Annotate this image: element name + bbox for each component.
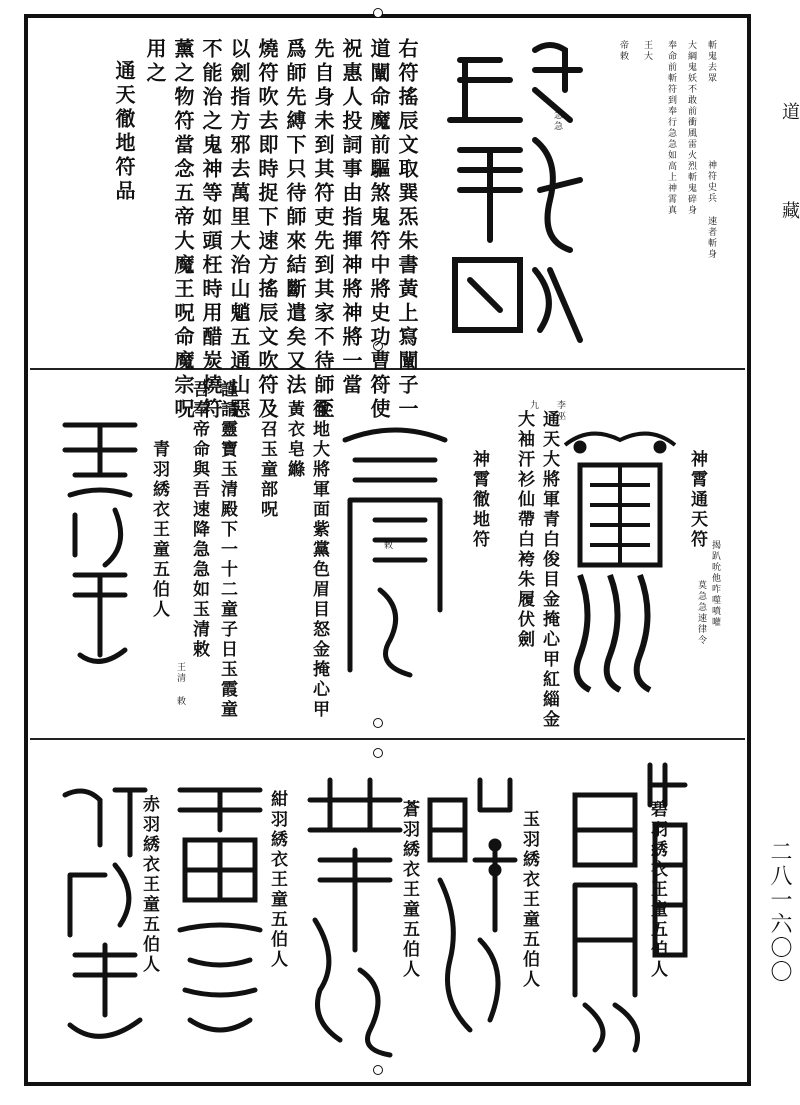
text-column: 通天大將軍青白俊目金掩心甲紅緇金: [539, 410, 559, 730]
text-column: 徹地大將軍面紫黨色眉目怒金掩心甲: [309, 400, 329, 720]
seal-char: 敕: [382, 540, 392, 551]
text-column: 青羽綉衣王童五伯人: [149, 440, 169, 620]
talisman-seal-1: [440, 40, 590, 360]
talisman-note: 莫急急速律令: [696, 580, 706, 646]
text-column: 爲師先縛下只待師來結斷遣矣又法: [283, 38, 307, 398]
seal-caption: 急急: [552, 110, 562, 132]
note-column: 大綱鬼妖不敢前衝風雷火烈斬鬼碎身: [686, 40, 696, 216]
talisman-seal-7: [170, 770, 270, 1060]
caption-column: 赤羽綉衣王童五伯人: [139, 795, 159, 975]
text-column: 燒符吹去即時捉下速方搖辰文吹符及: [255, 38, 279, 422]
text-column: 以劍指方邪去萬里大治山魈五通山惡: [227, 38, 251, 422]
note-column: 斬鬼去眾: [706, 40, 716, 84]
caption-column: 碧羽綉衣王童五伯人: [647, 800, 667, 980]
binding-ring: [373, 1065, 383, 1075]
talisman-seal-3: [55, 405, 145, 675]
binding-ring: [373, 748, 383, 758]
note-column-tail: 神符史兵 速者斬身: [706, 160, 716, 260]
text-column: 祝惠人投詞事由指揮神將神將一當: [339, 38, 363, 398]
text-column: 黃衣皂縧: [284, 400, 304, 480]
caption-column: 紺羽綉衣王童五伯人: [267, 790, 287, 970]
note-column: 帝敕: [618, 40, 628, 62]
talisman-seal-2: [335, 410, 455, 690]
text-column: 大袖汗衫仙帶白袴朱履伏劍: [514, 410, 534, 650]
text-column: 召玉童部呪: [257, 420, 277, 520]
binding-ring: [373, 718, 383, 728]
text-column: 不能治之鬼神等如頭枉時用醋炭燒符: [199, 38, 223, 422]
text-column: 吾奉帝命與吾速降急急如玉清敕: [189, 380, 209, 660]
talisman-title: 神霄徹地符: [469, 450, 489, 550]
collection-label: 道 藏: [779, 102, 800, 249]
talisman-note: 揭趴吮他咋噬噴嚾: [710, 540, 720, 628]
text-column: 右符搖辰文取巽炁朱書黃上寫闡子一: [395, 38, 419, 422]
small-mark: 九: [528, 400, 538, 411]
small-mark: 王清 敕: [175, 662, 185, 707]
page-number: 二八一六〇〇: [767, 840, 792, 984]
section-title: 通天徹地符品: [112, 60, 136, 204]
text-column: 薰之物符當念五帝大魔王呪命魔宗呪: [171, 38, 195, 422]
text-column: 謹請靈寶玉清殿下一十二童子日玉霞童: [217, 380, 237, 720]
talisman-seal-8: [55, 775, 150, 1055]
binding-ring: [373, 8, 383, 18]
note-column: 王大: [642, 40, 652, 62]
note-column: 奉命前斬符到奉行急急如高上神霄真: [666, 40, 676, 216]
caption-column: 玉羽綉衣王童五伯人: [519, 810, 539, 990]
panel-divider-2: [30, 738, 745, 740]
text-column: 用之: [143, 38, 167, 86]
talisman-seal-5: [420, 770, 520, 1050]
small-mark: 李巫: [555, 400, 565, 422]
text-column: 道闡命魔前驅煞鬼符中將史功曹符使: [367, 38, 391, 422]
talisman-seal-6: [300, 770, 410, 1060]
dragon-talisman: [560, 425, 680, 695]
talisman-seal-4: [555, 755, 695, 1055]
talisman-title: 神霄通天符: [687, 450, 707, 550]
text-column: 先自身未到其符吏先到其家不待師至: [311, 38, 335, 422]
caption-column: 蒼羽綉衣王童五伯人: [399, 800, 419, 980]
